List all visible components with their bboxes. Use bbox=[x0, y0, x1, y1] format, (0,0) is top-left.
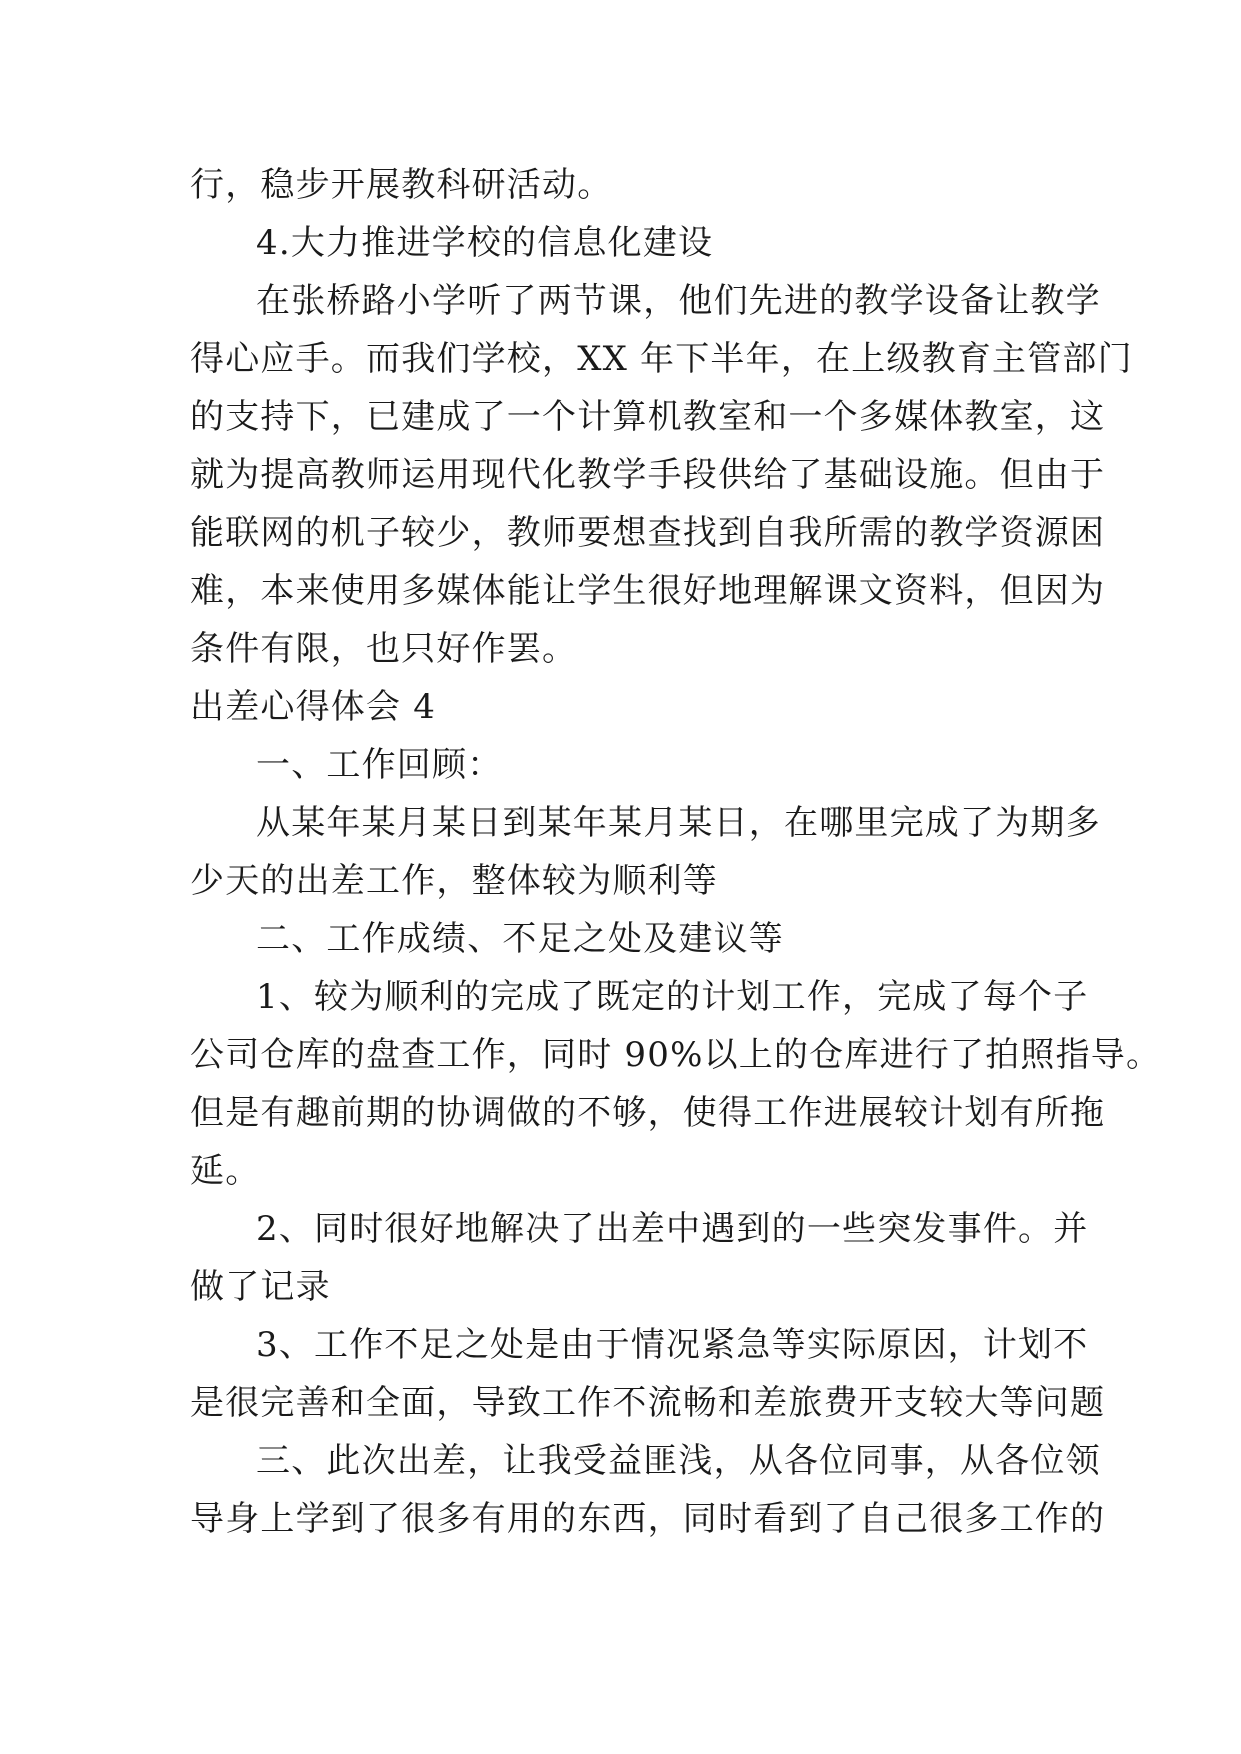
text-line: 就为提高教师运用现代化教学手段供给了基础设施。但由于 bbox=[190, 455, 1106, 495]
text-line: 导身上学到了很多有用的东西，同时看到了自己很多工作的 bbox=[190, 1499, 1106, 1539]
text-line: 在张桥路小学听了两节课，他们先进的教学设备让教学 bbox=[256, 281, 1101, 321]
text-line: 3、工作不足之处是由于情况紧急等实际原因，计划不 bbox=[256, 1325, 1089, 1365]
text-line: 难，本来使用多媒体能让学生很好地理解课文资料，但因为 bbox=[190, 571, 1106, 611]
text-line: 公司仓库的盘查工作，同时 90%以上的仓库进行了拍照指导。 bbox=[190, 1035, 1162, 1075]
text-line: 的支持下，已建成了一个计算机教室和一个多媒体教室，这 bbox=[190, 397, 1106, 437]
section-heading: 一、工作回顾： bbox=[256, 745, 503, 785]
text-line: 少天的出差工作，整体较为顺利等 bbox=[190, 861, 718, 901]
section-heading: 4.大力推进学校的信息化建设 bbox=[256, 223, 714, 263]
text-line: 但是有趣前期的协调做的不够，使得工作进展较计划有所拖 bbox=[190, 1093, 1106, 1133]
text-line: 条件有限，也只好作罢。 bbox=[190, 629, 578, 669]
text-line: 三、此次出差，让我受益匪浅，从各位同事，从各位领 bbox=[256, 1441, 1101, 1481]
text-line: 从某年某月某日到某年某月某日，在哪里完成了为期多 bbox=[256, 803, 1101, 843]
text-line: 做了记录 bbox=[190, 1267, 331, 1307]
text-line: 行，稳步开展教科研活动。 bbox=[190, 165, 613, 205]
document-title: 出差心得体会 4 bbox=[190, 687, 437, 727]
text-line: 能联网的机子较少，教师要想查找到自我所需的教学资源困 bbox=[190, 513, 1106, 553]
text-line: 延。 bbox=[190, 1151, 261, 1191]
text-line: 2、同时很好地解决了出差中遇到的一些突发事件。并 bbox=[256, 1209, 1089, 1249]
text-line: 1、较为顺利的完成了既定的计划工作，完成了每个子 bbox=[256, 977, 1089, 1017]
section-heading: 二、工作成绩、不足之处及建议等 bbox=[256, 919, 784, 959]
text-line: 是很完善和全面，导致工作不流畅和差旅费开支较大等问题 bbox=[190, 1383, 1106, 1423]
text-line: 得心应手。而我们学校，XX 年下半年，在上级教育主管部门 bbox=[190, 339, 1133, 379]
